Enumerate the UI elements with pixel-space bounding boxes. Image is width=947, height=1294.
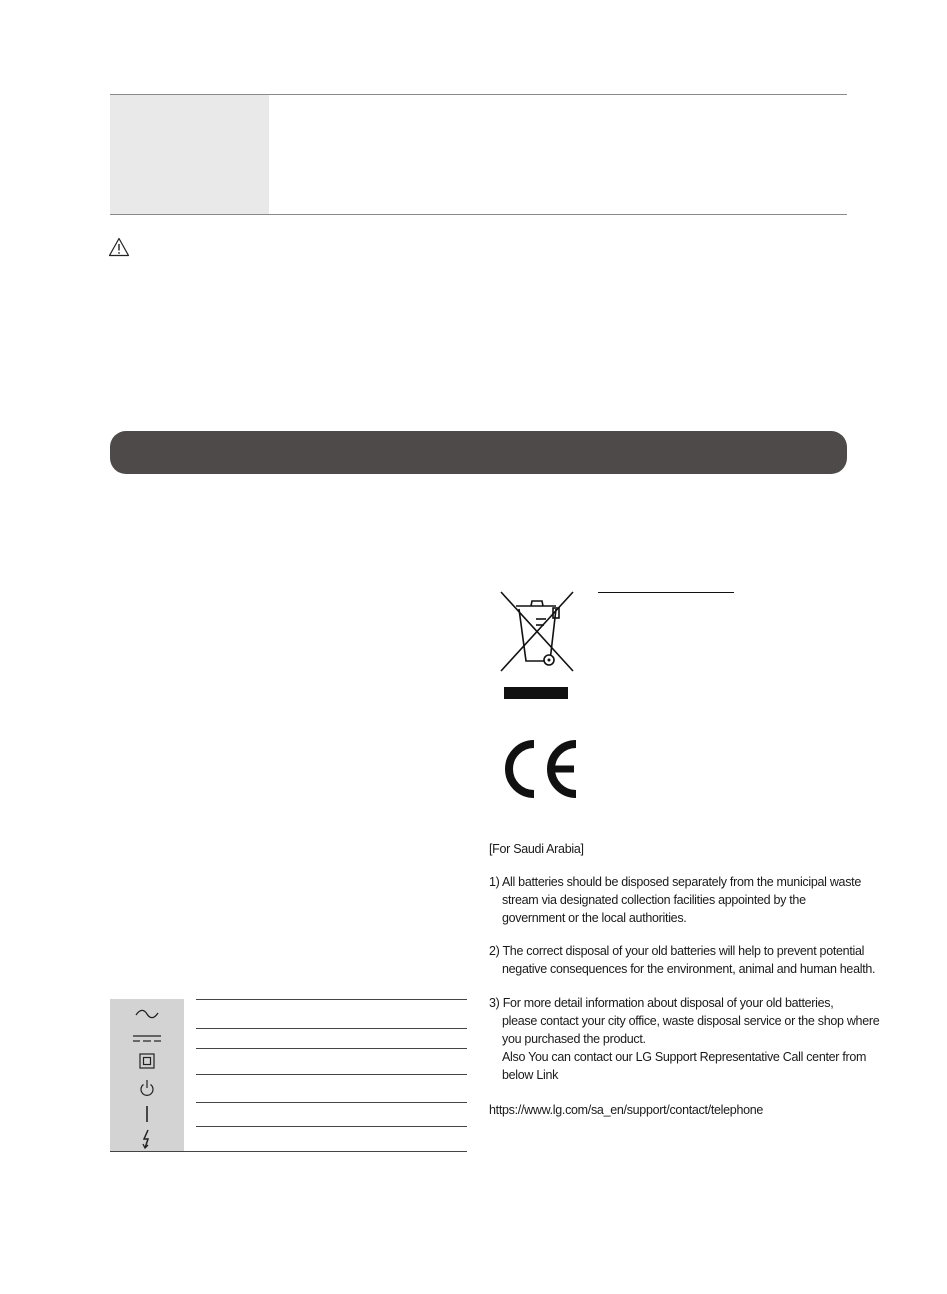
gray-label-box bbox=[110, 95, 269, 214]
symbol-row bbox=[110, 1048, 467, 1074]
weee-bin-icon bbox=[498, 589, 578, 673]
symbol-cell bbox=[110, 1028, 184, 1048]
symbol-row bbox=[110, 1102, 467, 1126]
hazardous-voltage-icon bbox=[141, 1129, 153, 1149]
saudi-item-2 bbox=[489, 942, 876, 978]
symbol-description bbox=[196, 999, 467, 1028]
content-rule bbox=[279, 94, 847, 95]
standby-icon bbox=[139, 1079, 155, 1097]
item-number: 1) bbox=[489, 875, 500, 889]
item-text: All batteries should be disposed separately from the municipal waste bbox=[502, 875, 861, 889]
section-banner bbox=[110, 431, 847, 474]
item-text: Also You can contact our LG Support Representative Call center from bbox=[502, 1050, 867, 1064]
symbol-row bbox=[110, 999, 467, 1028]
bottom-rule bbox=[110, 214, 847, 215]
symbols-table bbox=[110, 999, 467, 1151]
item-text: below Link bbox=[502, 1068, 559, 1082]
item-text: The correct disposal of your old batteries will help to prevent potential bbox=[502, 944, 865, 958]
saudi-heading: [For Saudi Arabia] bbox=[489, 842, 584, 856]
weee-black-bar bbox=[504, 687, 568, 699]
symbol-cell bbox=[110, 1048, 184, 1074]
ce-mark-icon bbox=[498, 738, 580, 800]
dc-icon bbox=[132, 1033, 162, 1043]
symbol-description bbox=[196, 1074, 467, 1102]
support-link[interactable]: https://www.lg.com/sa_en/support/contact/telephone bbox=[489, 1103, 764, 1117]
class-ii-icon bbox=[139, 1053, 155, 1069]
saudi-item-3 bbox=[489, 994, 880, 1084]
symbol-row bbox=[110, 1028, 467, 1048]
item-text: negative consequences for the environment, animal and human health. bbox=[502, 962, 876, 976]
item-number: 2) bbox=[489, 944, 500, 958]
item-text: government or the local authorities. bbox=[502, 911, 687, 925]
on-icon bbox=[144, 1105, 150, 1123]
symbol-cell bbox=[110, 999, 184, 1028]
symbol-cell bbox=[110, 1126, 184, 1151]
symbol-row bbox=[110, 1126, 467, 1151]
item-text: For more detail information about disposal of your old batteries, bbox=[502, 996, 834, 1010]
weee-heading-underline bbox=[598, 592, 734, 593]
item-text: you purchased the product. bbox=[502, 1032, 646, 1046]
symbol-description bbox=[196, 1102, 467, 1126]
item-number: 3) bbox=[489, 996, 500, 1010]
symbol-description bbox=[196, 1048, 467, 1074]
symbol-cell bbox=[110, 1074, 184, 1102]
item-text: stream via designated collection facilities appointed by the bbox=[502, 893, 806, 907]
table-bottom-rule bbox=[110, 1151, 467, 1152]
symbol-cell bbox=[110, 1102, 184, 1126]
caution-icon bbox=[108, 237, 130, 257]
saudi-item-1 bbox=[489, 873, 859, 927]
item-text: please contact your city office, waste disposal service or the shop where bbox=[502, 1014, 880, 1028]
ac-icon bbox=[134, 1008, 160, 1020]
symbol-description bbox=[196, 1126, 467, 1151]
symbol-row bbox=[110, 1074, 467, 1102]
symbol-description bbox=[196, 1028, 467, 1048]
